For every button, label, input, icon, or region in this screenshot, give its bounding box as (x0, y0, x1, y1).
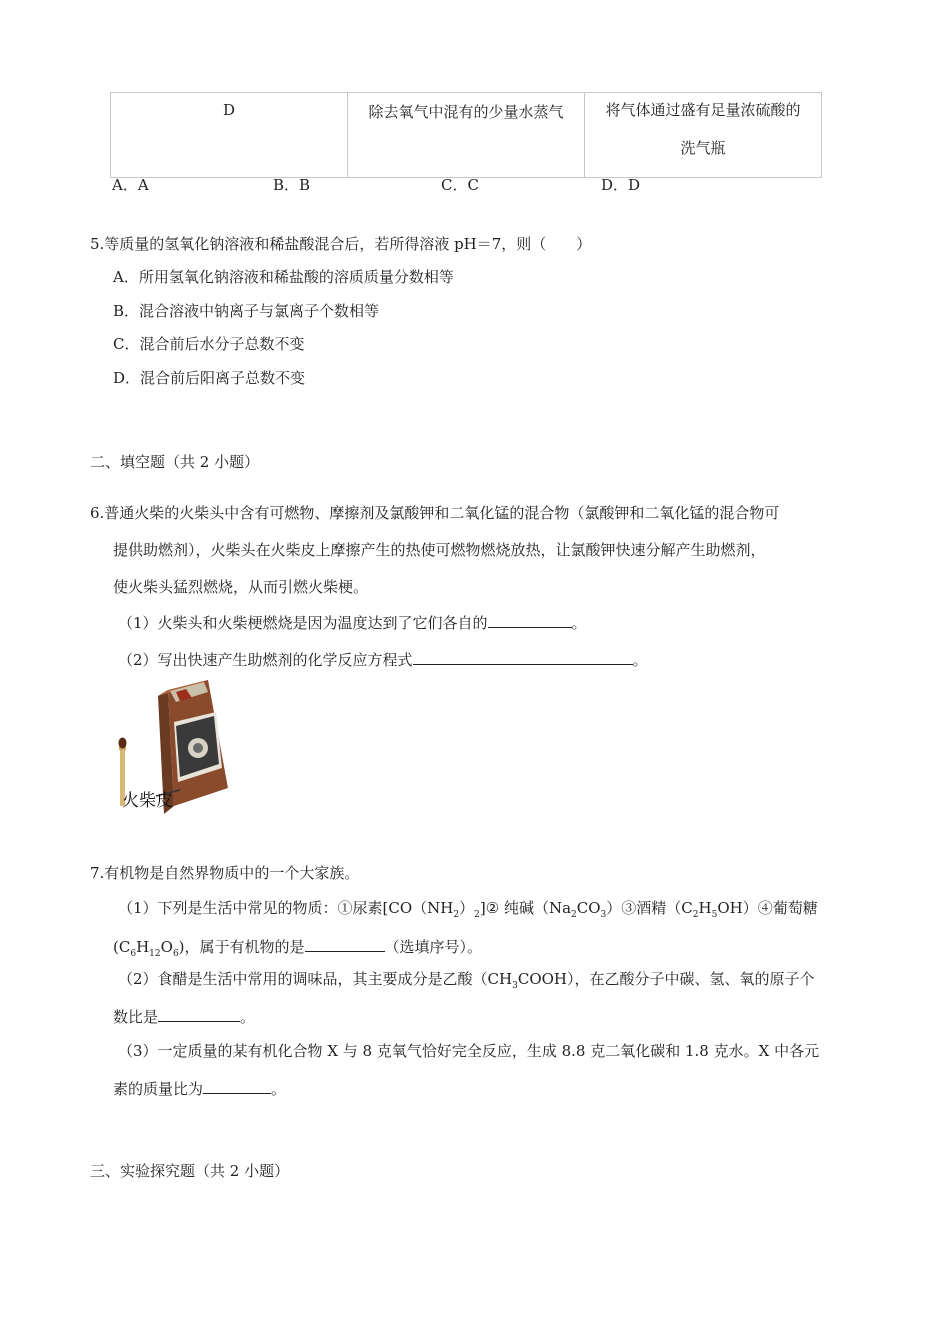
q6-stem-line2: 提供助燃剂），火柴头在火柴皮上摩擦产生的热使可燃物燃烧放热，让氯酸钾快速分解产生助燃剂， (113, 541, 766, 559)
q5-option-d[interactable]: D．混合前后阳离子总数不变 (113, 369, 306, 387)
q7-sub3-line2: 素的质量比为 。 (113, 1077, 286, 1099)
answer-blank[interactable] (158, 1005, 240, 1022)
q6-stem-line1: 6.普通火柴的火柴头中含有可燃物、摩擦剂及氯酸钾和二氧化锰的混合物（氯酸钾和二氧化锰的混合物可 (90, 504, 780, 522)
q7-sub3-line1: （3）一定质量的某有机化合物 X 与 8 克氧气恰好完全反应，生成 8.8 克二氧化碳和 1.8 克水。X 中各元 (118, 1042, 820, 1060)
q6-sub1: （1）火柴头和火柴梗燃烧是因为温度达到了它们各自的 。 (118, 611, 587, 633)
q7-sub2-line1: （2）食醋是生活中常用的调味品，其主要成分是乙酸$(CH_3COOH)$，在乙酸分子中碳、氢、氧的原子个 (118, 970, 815, 991)
table-cell-option: D (111, 93, 348, 178)
table-row (111, 93, 822, 178)
table-cell-purpose: 除去氧气中混有的少量水蒸气 (348, 93, 585, 178)
q4-choice-b[interactable]: B．B (273, 176, 311, 194)
answer-blank[interactable] (305, 935, 385, 952)
q7-stem: 7.有机物是自然界物质中的一个大家族。 (90, 864, 360, 882)
q6-sub2: （2）写出快速产生助燃剂的化学反应方程式 。 (118, 648, 648, 670)
q4-choice-a[interactable]: A．A (112, 176, 149, 194)
q5-stem: 5.等质量的氢氧化钠溶液和稀盐酸混合后，若所得溶液 pH＝7，则（ ） (90, 235, 592, 253)
q5-option-a[interactable]: A．所用氢氧化钠溶液和稀盐酸的溶质质量分数相等 (113, 268, 454, 286)
table-cell-method: 将气体通过盛有足量浓硫酸的 洗气瓶 (585, 93, 822, 178)
q4-choice-d[interactable]: D．D (601, 176, 641, 194)
options-table (110, 92, 822, 178)
answer-blank[interactable] (203, 1077, 271, 1094)
matchbox-figure (112, 678, 237, 818)
answer-blank[interactable] (488, 611, 572, 628)
matchbox-striker-label: 火柴皮 (122, 791, 173, 811)
q7-sub1-line1: （1）下列是生活中常见的物质：①尿素$[CO(NH_2)_2]②$ 纯碱$(Na_2CO_3)③$酒精$(C_2H_5OH)④$葡萄糖 (118, 899, 818, 920)
q5-option-c[interactable]: C．混合前后水分子总数不变 (113, 335, 305, 353)
q7-sub1-line2: $(C_6H_{12}O_6)$，属于有机物的是 （选填序号）。 (113, 935, 482, 959)
q5-option-b[interactable]: B．混合溶液中钠离子与氯离子个数相等 (113, 302, 380, 320)
q4-choice-c[interactable]: C．C (441, 176, 479, 194)
answer-blank[interactable] (413, 648, 633, 665)
section-heading-experiment: 三、实验探究题（共 2 小题） (90, 1162, 290, 1180)
section-heading-fill-in: 二、填空题（共 2 小题） (90, 453, 260, 471)
q7-sub2-line2: 数比是 。 (113, 1005, 255, 1027)
q6-stem-line3: 使火柴头猛烈燃烧，从而引燃火柴梗。 (113, 578, 369, 596)
